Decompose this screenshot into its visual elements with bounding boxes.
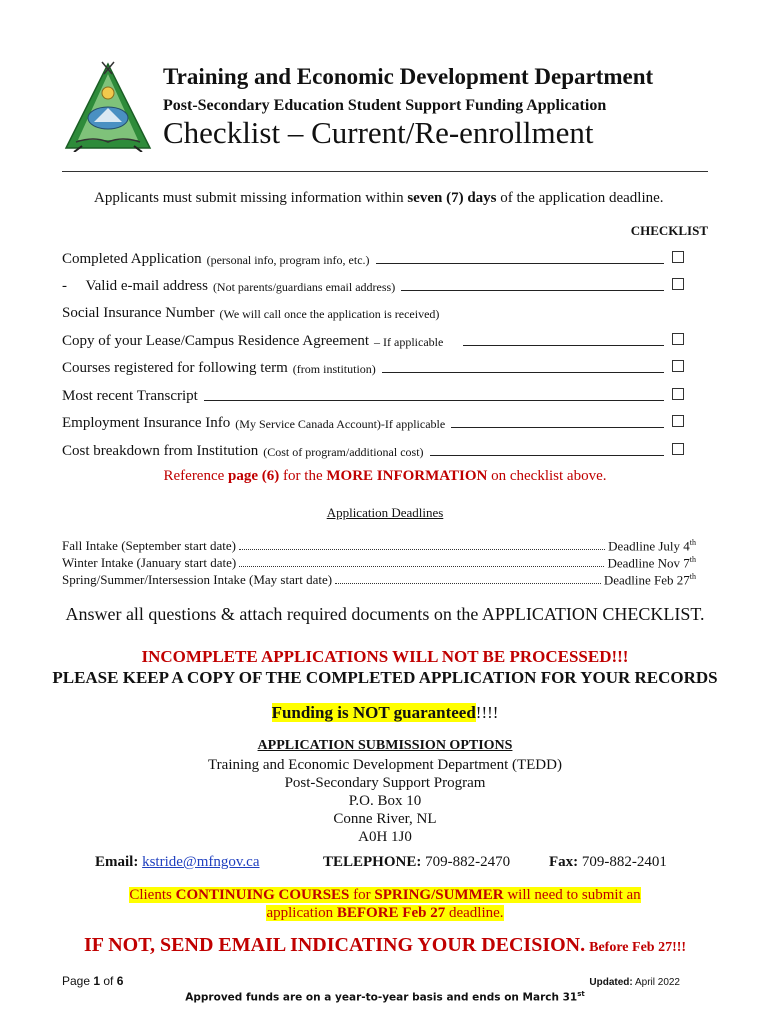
checklist-item-application <box>62 248 684 268</box>
header-divider <box>62 171 708 172</box>
checklist-label: Copy of your Lease/Campus Residence Agreement <box>62 333 370 349</box>
fill-line <box>451 427 664 428</box>
deadline-date: Deadline Nov 7th <box>607 554 696 570</box>
intake-label: Winter Intake (January start date) <box>62 555 237 570</box>
checkbox[interactable] <box>672 251 684 263</box>
checklist-note: (Not parents/guardians email address) <box>212 280 396 294</box>
deadlines-heading: Application Deadlines <box>326 505 444 520</box>
funding-notice: Funding is NOT guaranteed!!!! <box>271 703 499 722</box>
checklist-label: Employment Insurance Info <box>62 415 231 431</box>
submission-options-heading: APPLICATION SUBMISSION OPTIONS <box>257 738 513 753</box>
checklist-note: (from institution) <box>292 362 376 376</box>
email-link[interactable]: kstride@mfngov.ca <box>142 854 260 870</box>
intake-label: Fall Intake (September start date) <box>62 538 236 553</box>
checklist-label: Social Insurance Number <box>62 305 215 321</box>
checklist-note: (We will call once the application is received) <box>219 307 440 321</box>
checklist-note: (My Service Canada Account)-If applicable <box>235 417 446 431</box>
email-contact: Email: kstride@mfngov.ca <box>95 854 260 870</box>
checkbox[interactable] <box>672 333 684 345</box>
checkbox[interactable] <box>672 360 684 372</box>
checklist-note: (personal info, program info, etc.) <box>206 253 370 267</box>
telephone-contact: TELEPHONE: 709-882-2470 <box>323 854 511 870</box>
address-line: P.O. Box 10 <box>348 793 422 809</box>
checkbox[interactable] <box>672 443 684 455</box>
incomplete-warning: INCOMPLETE APPLICATIONS WILL NOT BE PROCESSED!!! <box>141 647 629 666</box>
address-line: Conne River, NL <box>333 811 437 827</box>
updated-date: Updated: April 2022 <box>589 977 680 988</box>
checklist-item-transcript <box>62 385 684 405</box>
intake-label: Spring/Summer/Intersession Intake (May start date) <box>62 572 333 587</box>
fill-line <box>401 290 664 291</box>
deadline-row-spring <box>62 571 696 588</box>
fill-line <box>430 455 664 456</box>
checklist-label: - Valid e-mail address <box>62 278 208 294</box>
deadline-date: Deadline July 4th <box>608 537 696 553</box>
fill-line <box>376 263 664 264</box>
fill-line <box>382 372 664 373</box>
fax-contact: Fax: 709-882-2401 <box>549 854 667 870</box>
department-title: Training and Economic Development Department <box>163 64 654 89</box>
deadline-row-fall <box>62 537 696 554</box>
address-line: A0H 1J0 <box>358 829 412 845</box>
checklist-label: Most recent Transcript <box>62 388 198 404</box>
intro-text: Applicants must submit missing information within seven (7) days of the application deadline. <box>94 190 664 206</box>
checklist-title: Checklist – Current/Re-enrollment <box>163 115 594 150</box>
checkbox[interactable] <box>672 415 684 427</box>
tepee-logo <box>64 60 152 152</box>
approved-funds-note: Approved funds are on a year-to-year basis and ends on March 31st <box>185 990 585 1004</box>
checklist-item-courses <box>62 357 684 377</box>
continuing-courses-notice: Clients CONTINUING COURSES for SPRING/SUMMER will need to submit an <box>129 887 641 903</box>
checklist-label: Courses registered for following term <box>62 360 288 376</box>
checklist-item-cost <box>62 440 684 460</box>
checklist-item-email <box>62 275 684 295</box>
checkbox[interactable] <box>672 278 684 290</box>
checklist-note: – If applicable <box>374 335 444 349</box>
checklist-note: (Cost of program/additional cost) <box>263 445 424 459</box>
address-line: Post-Secondary Support Program <box>284 775 486 791</box>
fill-line <box>204 400 664 401</box>
checklist-label: Cost breakdown from Institution <box>62 443 259 459</box>
checklist-item-sin <box>62 302 684 322</box>
reference-note: Reference page (6) for the MORE INFORMATION on checklist above. <box>163 468 607 484</box>
address-line: Training and Economic Development Department (TEDD) <box>208 757 562 773</box>
deadline-date: Deadline Feb 27th <box>603 571 696 587</box>
application-subtitle: Post-Secondary Education Student Support Funding Application <box>163 97 607 114</box>
page-number: Page 1 of 6 <box>62 974 124 988</box>
checklist-item-ei <box>62 412 684 432</box>
deadline-row-winter <box>62 554 696 571</box>
checklist-label: Completed Application <box>62 251 202 267</box>
checklist-heading: CHECKLIST <box>630 223 708 238</box>
checkbox[interactable] <box>672 388 684 400</box>
checklist-item-lease <box>62 330 684 350</box>
answer-all-notice: Answer all questions & attach required documents on the APPLICATION CHECKLIST. <box>65 604 705 624</box>
keep-copy-notice: PLEASE KEEP A COPY OF THE COMPLETED APPLICATION FOR YOUR RECORDS <box>52 668 718 687</box>
continuing-courses-notice-line2: application BEFORE Feb 27 deadline. <box>266 905 504 921</box>
if-not-notice: IF NOT, SEND EMAIL INDICATING YOUR DECISION. Before Feb 27!!! <box>83 934 687 956</box>
fill-line <box>463 345 664 346</box>
